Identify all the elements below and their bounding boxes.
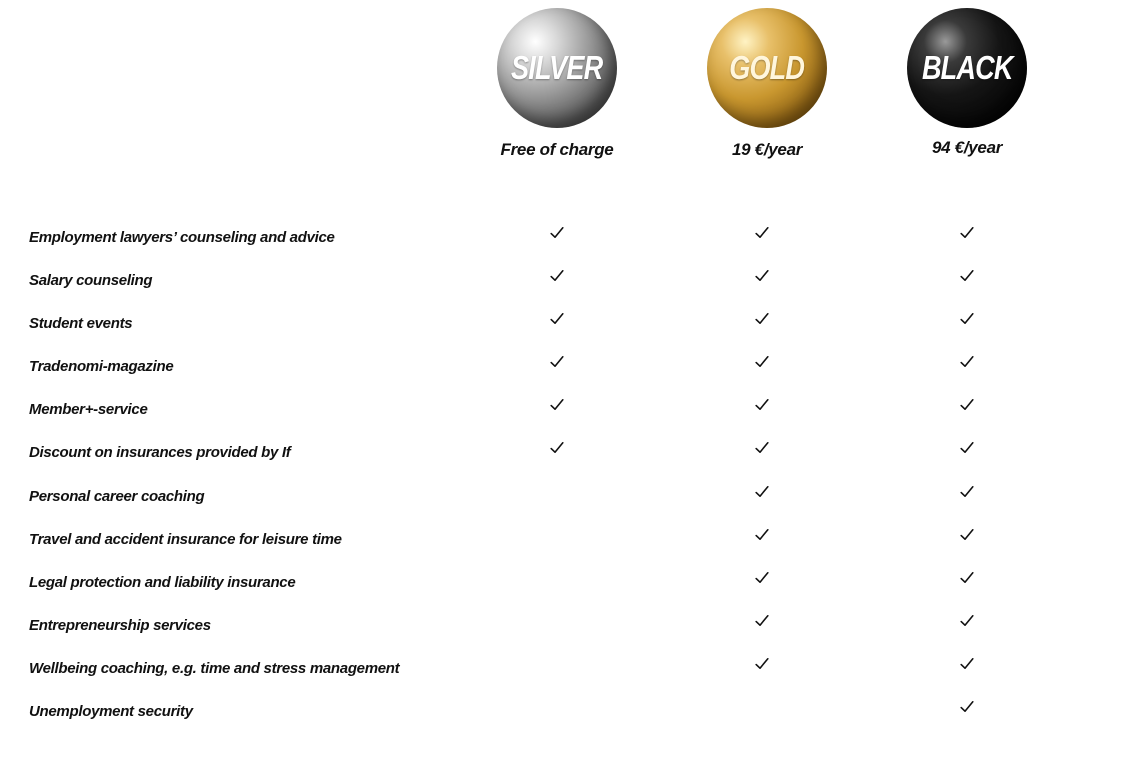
checkmark-icon <box>754 440 770 456</box>
silver-badge <box>497 8 617 128</box>
checkmark-icon <box>754 527 770 543</box>
feature-label: Employment lawyers’ counseling and advice <box>29 229 335 246</box>
checkmark-icon <box>959 699 975 715</box>
checkmark-icon <box>754 613 770 629</box>
table-row <box>0 562 1144 605</box>
gold-badge-label: GOLD <box>729 49 805 86</box>
checkmark-icon <box>549 354 565 370</box>
feature-label: Legal protection and liability insurance <box>29 573 296 591</box>
checkmark-icon <box>754 570 770 586</box>
checkmark-icon <box>959 570 975 586</box>
table-row <box>0 605 1144 648</box>
black-badge <box>907 8 1027 128</box>
silver-price: Free of charge <box>500 140 614 159</box>
checkmark-icon <box>959 268 975 284</box>
checkmark-icon <box>959 311 975 327</box>
feature-label: Tradenomi-magazine <box>29 358 174 376</box>
checkmark-icon <box>754 656 770 672</box>
table-row <box>0 389 1144 432</box>
checkmark-icon <box>959 484 975 500</box>
table-row <box>0 346 1144 389</box>
feature-label: Salary counseling <box>29 272 153 290</box>
table-row <box>0 432 1144 475</box>
gold-badge <box>707 8 827 128</box>
checkmark-icon <box>959 527 975 543</box>
gold-price: 19 €/year <box>731 140 803 159</box>
table-row <box>0 691 1144 734</box>
checkmark-icon <box>754 225 770 241</box>
tier-silver <box>457 8 657 160</box>
checkmark-icon <box>754 354 770 370</box>
silver-badge-label: SILVER <box>511 49 603 86</box>
table-row <box>0 217 1144 260</box>
black-badge-label: BLACK <box>921 49 1013 86</box>
feature-label: Discount on insurances provided by If <box>29 444 291 462</box>
feature-label: Member+-service <box>29 401 148 419</box>
feature-label: Student events <box>29 315 133 333</box>
feature-label: Entrepreneurship services <box>29 616 211 634</box>
feature-comparison-table <box>0 217 1144 734</box>
table-row <box>0 476 1144 519</box>
checkmark-icon <box>754 268 770 284</box>
checkmark-icon <box>549 440 565 456</box>
checkmark-icon <box>959 354 975 370</box>
checkmark-icon <box>549 397 565 413</box>
feature-label: Wellbeing coaching, e.g. time and stress management <box>29 659 400 677</box>
checkmark-icon <box>959 613 975 629</box>
table-row <box>0 519 1144 562</box>
checkmark-icon <box>549 225 565 241</box>
table-row <box>0 303 1144 346</box>
checkmark-icon <box>549 311 565 327</box>
table-row <box>0 648 1144 691</box>
feature-label: Unemployment security <box>29 703 193 721</box>
checkmark-icon <box>959 440 975 456</box>
feature-label: Personal career coaching <box>29 487 205 505</box>
checkmark-icon <box>959 225 975 241</box>
checkmark-icon <box>959 397 975 413</box>
black-price: 94 €/year <box>931 138 1003 157</box>
tier-black <box>867 8 1067 158</box>
table-row <box>0 260 1144 303</box>
tier-gold <box>667 8 867 160</box>
checkmark-icon <box>754 311 770 327</box>
feature-label: Travel and accident insurance for leisure time <box>29 530 342 548</box>
checkmark-icon <box>959 656 975 672</box>
checkmark-icon <box>549 268 565 284</box>
checkmark-icon <box>754 484 770 500</box>
checkmark-icon <box>754 397 770 413</box>
